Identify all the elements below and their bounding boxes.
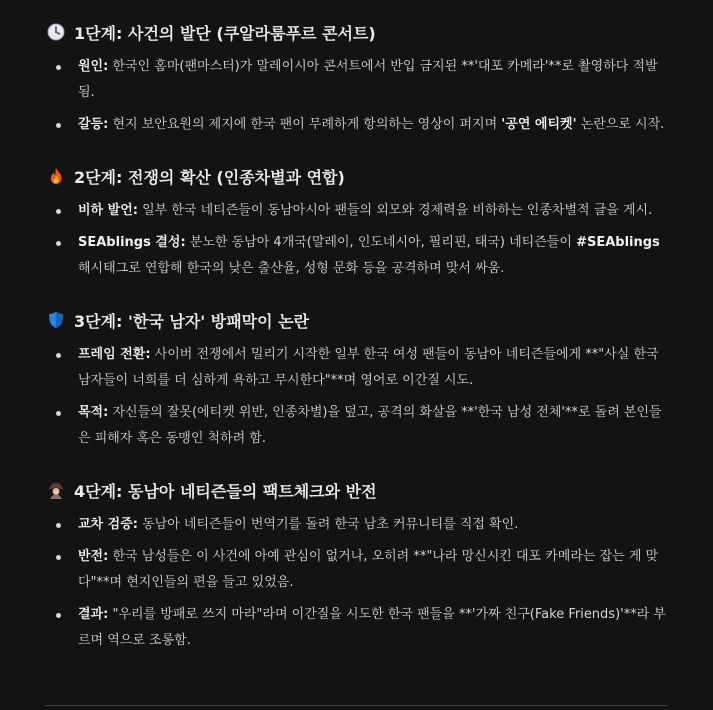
section-stage-4 bbox=[0, 478, 713, 654]
bullet-list bbox=[0, 512, 713, 654]
item-bold-text: #SEAblings bbox=[576, 235, 660, 250]
item-label: SEAblings 결성: bbox=[78, 235, 186, 250]
item-text: 한국 남성들은 이 사건에 아예 관심이 없거나, 오히려 **"나라 망신시킨 대포 카메라는 잡는 게 맞다"**며 현지인들의 편을 들고 있었음. bbox=[78, 549, 659, 590]
list-item bbox=[0, 54, 713, 106]
item-text: 자신들의 잘못(에티켓 위반, 인종차별)을 덮고, 공격의 화살을 **'한국 남성 전체'**로 돌려 본인들은 피해자 혹은 동맹인 척하려 함. bbox=[78, 405, 662, 446]
fire-icon bbox=[47, 167, 65, 185]
item-text: 분노한 동남아 4개국(말레이, 인도네시아, 필리핀, 태국) 네티즌들이 bbox=[185, 235, 577, 250]
bullet-list bbox=[0, 198, 713, 282]
list-item bbox=[0, 112, 713, 138]
bullet-dot bbox=[56, 241, 61, 246]
bullet-dot bbox=[56, 555, 61, 560]
item-label: 반전: bbox=[78, 549, 109, 564]
shield-icon bbox=[47, 311, 65, 329]
list-item bbox=[0, 230, 713, 282]
item-text-after: 논란으로 시작. bbox=[576, 117, 665, 132]
item-text: 일부 한국 네티즌들이 동남아시아 팬들의 외모와 경제력을 비하하는 인종차별적 글을 게시. bbox=[137, 203, 653, 218]
bullet-list bbox=[0, 342, 713, 452]
list-item bbox=[0, 602, 713, 654]
list-item bbox=[0, 512, 713, 538]
section-heading bbox=[0, 164, 713, 188]
bullet-list bbox=[0, 54, 713, 138]
list-item bbox=[0, 400, 713, 452]
item-text: 동남아 네티즌들이 번역기를 돌려 한국 남초 커뮤니티를 직접 확인. bbox=[137, 517, 519, 532]
bullet-dot bbox=[56, 523, 61, 528]
list-item bbox=[0, 342, 713, 394]
item-label: 원인: bbox=[78, 59, 109, 74]
item-text-after: 해시태그로 연합해 한국의 낮은 출산율, 성형 문화 등을 공격하며 맞서 싸움. bbox=[78, 261, 505, 276]
item-label: 프레임 전환: bbox=[78, 347, 151, 362]
item-text: "우리를 방패로 쓰지 마라"라며 이간질을 시도한 한국 팬들을 **'가짜 친구(Fake Friends)'**라 부르며 역으로 조롱함. bbox=[78, 607, 666, 648]
section-stage-2 bbox=[0, 164, 713, 282]
section-heading bbox=[0, 308, 713, 332]
clock-icon bbox=[47, 23, 65, 41]
section-title: 4단계: 동남아 네티즌들의 팩트체크와 반전 bbox=[74, 481, 377, 501]
divider bbox=[45, 705, 668, 706]
section-heading bbox=[0, 20, 713, 44]
item-label: 비하 발언: bbox=[78, 203, 138, 218]
item-label: 결과: bbox=[78, 607, 109, 622]
detective-icon bbox=[47, 481, 65, 499]
item-text: 현지 보안요원의 제지에 한국 팬이 무례하게 항의하는 영상이 퍼지며 bbox=[108, 117, 502, 132]
section-title: 2단계: 전쟁의 확산 (인종차별과 연합) bbox=[74, 167, 345, 187]
item-label: 갈등: bbox=[78, 117, 109, 132]
item-bold-text: '공연 에티켓' bbox=[501, 117, 577, 132]
bullet-dot bbox=[56, 613, 61, 618]
bullet-dot bbox=[56, 65, 61, 70]
item-text: 사이버 전쟁에서 밀리기 시작한 일부 한국 여성 팬들이 동남아 네티즌들에게 **"사실 한국 남자들이 너희를 더 심하게 욕하고 무시한다"**며 영어로 이간질 시도. bbox=[78, 347, 659, 388]
bullet-dot bbox=[56, 123, 61, 128]
list-item bbox=[0, 198, 713, 224]
list-item bbox=[0, 544, 713, 596]
section-stage-3 bbox=[0, 308, 713, 452]
section-title: 1단계: 사건의 발단 (쿠알라룸푸르 콘서트) bbox=[74, 23, 376, 43]
item-text: 한국인 홈마(팬마스터)가 말레이시아 콘서트에서 반입 금지된 **'대포 카메라'**로 촬영하다 적발됨. bbox=[78, 59, 658, 100]
section-heading bbox=[0, 478, 713, 502]
section-title: 3단계: '한국 남자' 방패막이 논란 bbox=[74, 311, 310, 331]
section-stage-1 bbox=[0, 20, 713, 138]
item-label: 목적: bbox=[78, 405, 109, 420]
bullet-dot bbox=[56, 411, 61, 416]
bullet-dot bbox=[56, 353, 61, 358]
bullet-dot bbox=[56, 209, 61, 214]
item-label: 교차 검증: bbox=[78, 517, 138, 532]
